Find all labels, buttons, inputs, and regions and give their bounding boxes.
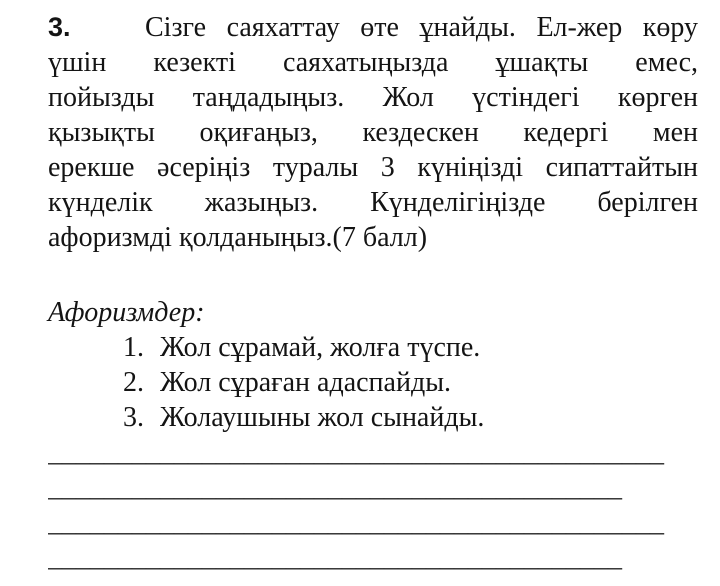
- aphorism-number: 1.: [123, 332, 144, 363]
- question-line-text: Сізге саяхаттау өте ұнайды. Ел-жер көру: [145, 12, 698, 43]
- aphorism-item: [48, 330, 698, 365]
- question-number: 3.: [48, 12, 71, 42]
- answer-blank-line: _________________________________________: [48, 542, 622, 573]
- question-line: афоризмді қолданыңыз.(7 балл): [48, 222, 428, 253]
- question-paragraph: [48, 10, 698, 255]
- aphorism-item: [48, 400, 698, 435]
- answer-blank-line: ____________________________________________: [48, 507, 664, 538]
- aphorisms-heading: Афоризмдер:: [48, 297, 205, 328]
- aphorism-text: Жол сұраған адаспайды.: [160, 367, 452, 398]
- answer-blank-line: ____________________________________________: [48, 437, 664, 468]
- question-line: күнделік жазыңыз. Күнделігіңізде берілген: [48, 187, 698, 218]
- aphorism-number: 3.: [123, 402, 144, 433]
- answer-blanks: [48, 435, 698, 575]
- question-line: үшін кезекті саяхатыңызда ұшақты емес,: [48, 47, 698, 78]
- aphorism-text: Жолаушыны жол сынайды.: [160, 402, 485, 433]
- question-line: қызықты оқиғаңыз, кездескен кедергі мен: [48, 117, 698, 148]
- question-line: пойызды таңдадыңыз. Жол үстіндегі көрген: [48, 82, 698, 113]
- question-line: [48, 10, 698, 45]
- question-line: ерекше әсеріңіз туралы 3 күніңізді сипаттайтын: [48, 152, 698, 183]
- aphorism-number: 2.: [123, 367, 144, 398]
- aphorisms-list: [48, 330, 698, 435]
- answer-blank-line: _________________________________________: [48, 472, 622, 503]
- aphorism-text: Жол сұрамай, жолға түспе.: [160, 332, 481, 363]
- aphorism-item: [48, 365, 698, 400]
